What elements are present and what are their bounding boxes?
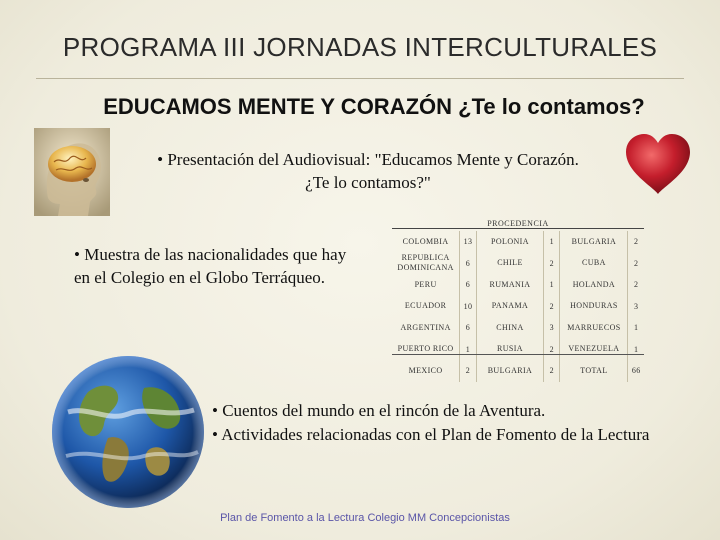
table-cell: 13 <box>460 231 477 253</box>
heart-icon <box>622 132 694 196</box>
table-cell: CHINA <box>476 317 543 339</box>
table-cell: MARRUECOS <box>560 317 628 339</box>
table-cell: HOLANDA <box>560 274 628 296</box>
table-cell: HONDURAS <box>560 296 628 318</box>
table-cell: 1 <box>634 344 639 354</box>
table-row <box>392 253 644 275</box>
table-cell: VENEZUELA <box>560 339 628 361</box>
table-cell: COLOMBIA <box>392 231 460 253</box>
earth-globe-illustration <box>48 352 208 512</box>
table-cell: 1 <box>544 231 560 253</box>
table-cell: RUSIA <box>476 339 543 361</box>
activities-list <box>212 399 720 447</box>
table-cell: 3 <box>634 301 639 311</box>
table-cell: POLONIA <box>476 231 543 253</box>
table-cell: TOTAL <box>560 360 628 382</box>
intro-line-2: ¿Te lo contamos?" <box>305 173 431 192</box>
table-cell: 2 <box>544 339 560 361</box>
page-title: PROGRAMA III JORNADAS INTERCULTURALES <box>62 32 658 62</box>
nationalities-table <box>392 231 644 382</box>
nacionalidades-bullet: • Muestra de las nacionalidades que hay en el Colegio en el Globo Terráqueo. <box>74 245 347 287</box>
table-cell: PUERTO RICO <box>392 339 460 361</box>
table-cell: PERU <box>392 274 460 296</box>
table-row <box>392 360 644 382</box>
table-cell: CUBA <box>560 253 628 275</box>
table-cell: 2 <box>634 258 639 268</box>
table-row <box>392 317 644 339</box>
table-row <box>392 231 644 253</box>
actividades-bullet: • Actividades relacionadas con el Plan de Fomento de la Lectura <box>212 425 650 444</box>
table-cell: 2 <box>544 360 560 382</box>
table-cell: 6 <box>460 317 477 339</box>
table-cell: ARGENTINA <box>392 317 460 339</box>
footer-text: Plan de Fomento a la Lectura Colegio MM Concepcionistas <box>220 512 510 524</box>
intro-line-1: • Presentación del Audiovisual: "Educamos Mente y Corazón. <box>157 150 579 169</box>
table-row <box>392 296 644 318</box>
table-cell: 6 <box>460 253 477 275</box>
table-cell: 1 <box>634 323 639 333</box>
title-divider <box>36 78 684 79</box>
brain-head-illustration <box>34 128 110 216</box>
table-cell: 3 <box>544 317 560 339</box>
table-cell: BULGARIA <box>560 231 628 253</box>
table-cell: PANAMA <box>476 296 543 318</box>
table-cell: 1 <box>544 274 560 296</box>
table-cell: CHILE <box>476 253 543 275</box>
table-row <box>392 339 644 361</box>
table-cell: 2 <box>634 280 639 290</box>
table-cell: RUMANIA <box>476 274 543 296</box>
table-cell: 66 <box>631 366 641 376</box>
table-cell: 10 <box>460 296 477 318</box>
table-cell: 1 <box>460 339 477 361</box>
table-cell: 6 <box>460 274 477 296</box>
table-header-rule <box>392 228 644 229</box>
table-bottom-rule <box>392 354 644 355</box>
audiovisual-intro <box>118 148 618 194</box>
table-cell: BULGARIA <box>476 360 543 382</box>
table-cell: 2 <box>634 237 639 247</box>
slide-subtitle: EDUCAMOS MENTE Y CORAZÓN ¿Te lo contamos? <box>103 94 645 119</box>
cuentos-bullet: • Cuentos del mundo en el rincón de la Aventura. <box>212 401 546 420</box>
table-cell: MEXICO <box>392 360 460 382</box>
table-cell: 2 <box>460 360 477 382</box>
table-row <box>392 274 644 296</box>
table-cell: 2 <box>544 296 560 318</box>
table-cell: ECUADOR <box>392 296 460 318</box>
table-header-procedencia: PROCEDENCIA <box>487 219 549 228</box>
table-cell: 2 <box>544 253 560 275</box>
table-cell: REPUBLICA DOMINICANA <box>392 253 460 275</box>
